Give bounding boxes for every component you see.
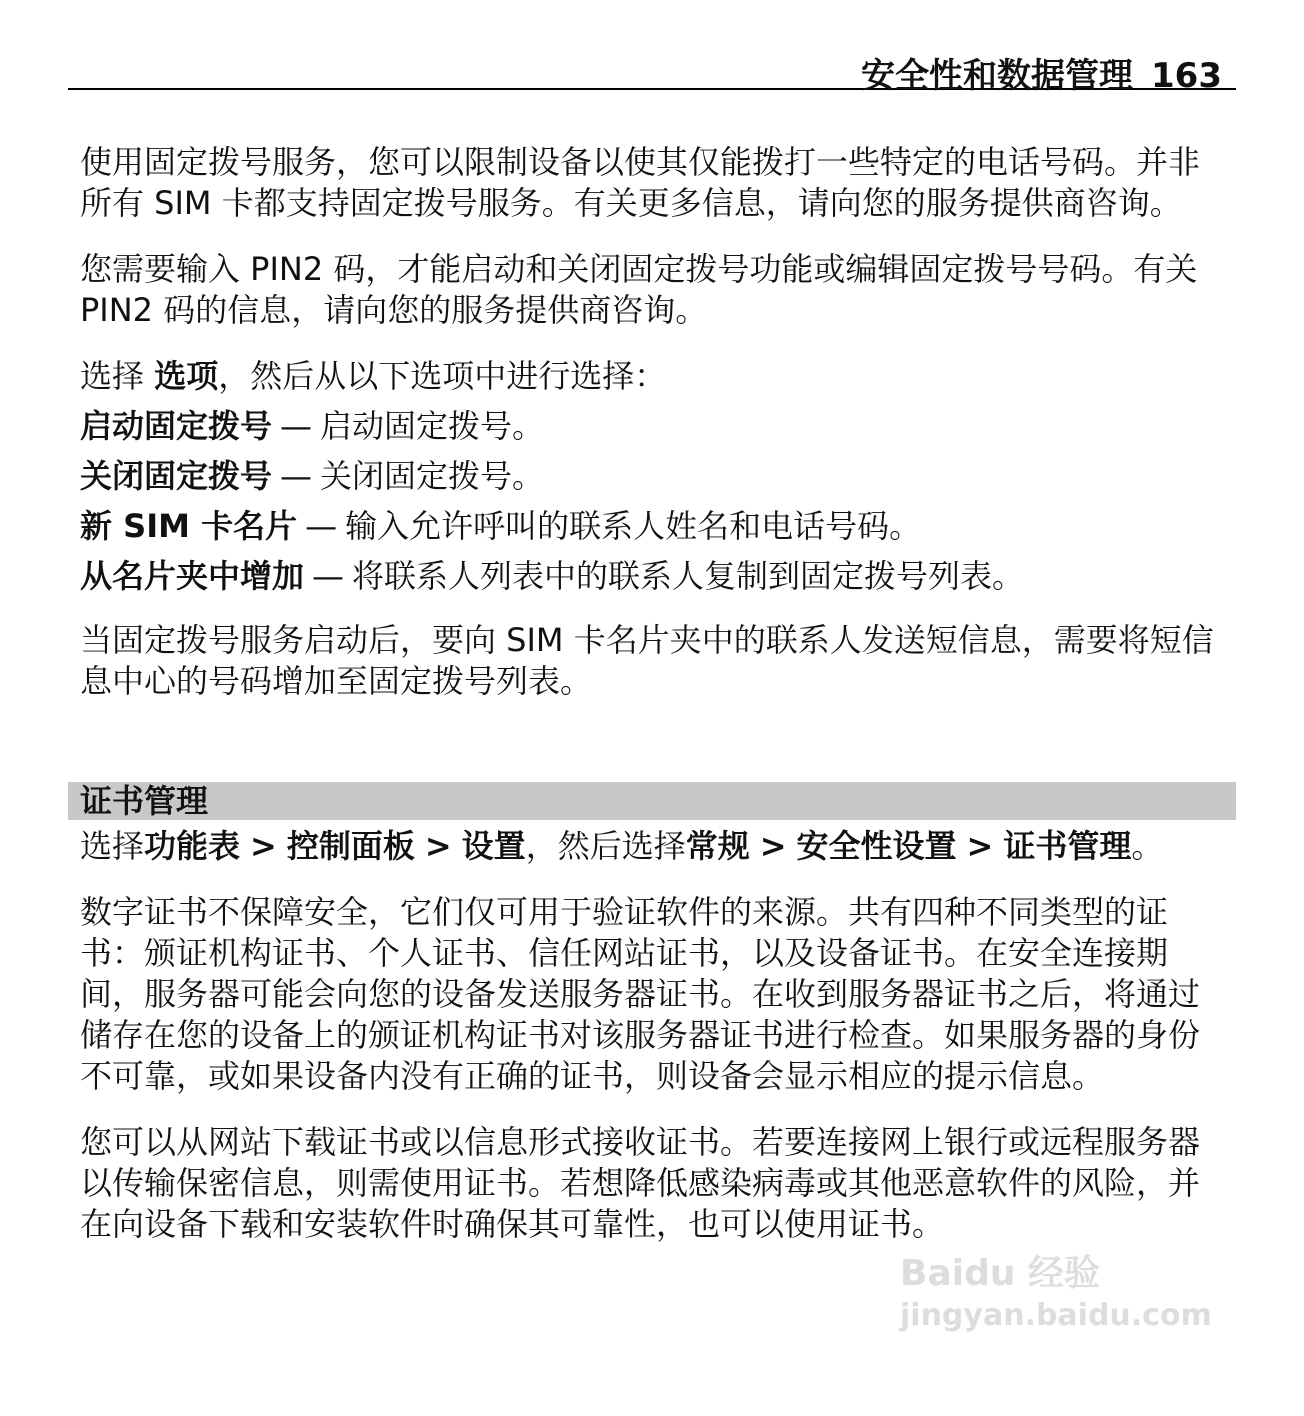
menu-path — [80, 826, 1230, 867]
option-item — [80, 456, 1230, 506]
path-menu: 功能表 — [144, 827, 241, 865]
page-number: 163 — [1151, 56, 1222, 96]
path-security-settings: 安全性设置 — [796, 827, 957, 865]
path-then-select: ，然后选择 — [525, 827, 686, 865]
paragraph-pin2: 您需要输入 PIN2 码，才能启动和关闭固定拨号功能或编辑固定拨号号码。有关 PIN2 码的信息，请向您的服务提供商咨询。 — [80, 250, 1198, 329]
paragraph-sms-center: 当固定拨号服务启动后，要向 SIM 卡名片夹中的联系人发送短信息，需要将短信息中心的号码增加至固定拨号列表。 — [80, 621, 1214, 700]
paragraph-cert-types: 数字证书不保障安全，它们仅可用于验证软件的来源。共有四种不同类型的证书：颁证机构证书、个人证书、信任网站证书，以及设备证书。在安全连接期间，服务器可能会向您的设备发送服务器证书。在收到服务器证书之后，将通过储存在您的设备上的颁证机构证书对该服务器证书进行检查。如果服务器的身份不可靠，或如果设备内没有正确的证书，则设备会显示相应的提示信息。 — [80, 893, 1201, 1095]
option-item — [80, 506, 1230, 556]
dash: — — [280, 457, 313, 495]
dash: — — [305, 507, 338, 545]
header-title — [861, 48, 1222, 97]
path-separator: > — [759, 827, 787, 865]
option-desc: 启动固定拨号。 — [320, 407, 545, 445]
option-desc: 将联系人列表中的联系人复制到固定拨号列表。 — [352, 557, 1025, 595]
option-desc: 关闭固定拨号。 — [320, 457, 545, 495]
select-suffix: ，然后从以下选项中进行选择： — [218, 357, 667, 395]
path-separator: > — [966, 827, 994, 865]
paragraph-intro: 使用固定拨号服务，您可以限制设备以使其仅能拨打一些特定的电话号码。并非所有 SIM 卡都支持固定拨号服务。有关更多信息，请向您的服务提供商咨询。 — [80, 143, 1201, 222]
page-header — [68, 40, 1236, 96]
option-term: 关闭固定拨号 — [80, 457, 273, 495]
section-heading-bar — [68, 782, 1236, 820]
section-title: 证书管理 — [80, 782, 209, 820]
path-general: 常规 — [685, 827, 750, 865]
dash: — — [312, 557, 345, 595]
watermark-url: jingyan.baidu.com — [900, 1298, 1212, 1333]
option-desc: 输入允许呼叫的联系人姓名和电话号码。 — [345, 507, 922, 545]
path-select: 选择 — [80, 827, 145, 865]
path-separator: > — [424, 827, 452, 865]
section-fixed-dialing — [80, 142, 1230, 727]
path-settings: 设置 — [461, 827, 526, 865]
path-separator: > — [250, 827, 277, 865]
dash: — — [280, 407, 313, 445]
select-prefix: 选择 — [80, 357, 155, 395]
option-term: 新 SIM 卡名片 — [80, 507, 298, 545]
option-term: 从名片夹中增加 — [80, 557, 305, 595]
option-item — [80, 406, 1230, 456]
option-term: 启动固定拨号 — [80, 407, 273, 445]
watermark — [900, 1245, 1212, 1333]
watermark-brand: Baidu 经验 — [900, 1253, 1101, 1294]
chapter-title: 安全性和数据管理 — [861, 56, 1134, 96]
paragraph-cert-usage: 您可以从网站下载证书或以信息形式接收证书。若要连接网上银行或远程服务器以传输保密信息，则需使用证书。若想降低感染病毒或其他恶意软件的风险，并在向设备下载和安装软件时确保其可靠性，也可以使用证书。 — [80, 1123, 1201, 1243]
option-item — [80, 556, 1230, 606]
path-cert-management: 证书管理 — [1003, 827, 1132, 865]
section-certificate-management — [80, 826, 1230, 1270]
path-end: 。 — [1131, 827, 1164, 865]
select-options-line — [80, 356, 1230, 406]
path-control-panel: 控制面板 — [286, 827, 415, 865]
select-option-term: 选项 — [154, 357, 219, 395]
